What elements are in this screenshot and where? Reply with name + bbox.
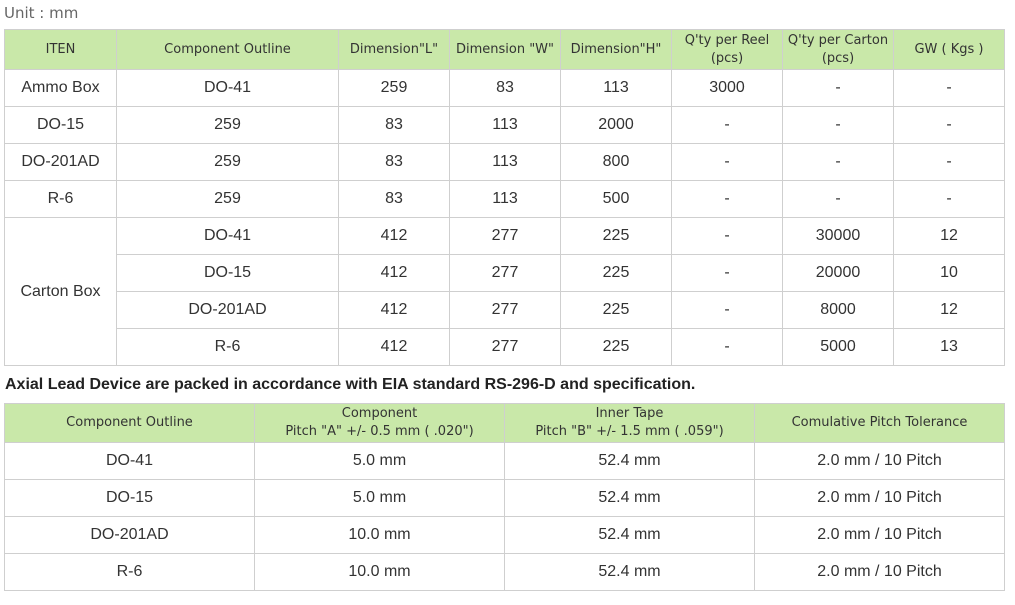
cell: - bbox=[783, 70, 894, 107]
cell: 277 bbox=[450, 292, 561, 329]
header-dimension-l: Dimension"L" bbox=[339, 30, 450, 70]
cell: - bbox=[672, 181, 783, 218]
cell: 5000 bbox=[783, 329, 894, 366]
cell: 225 bbox=[561, 292, 672, 329]
tape-pitch-table bbox=[4, 403, 1005, 591]
table-row bbox=[5, 480, 1005, 517]
cell: 10.0 mm bbox=[255, 517, 505, 554]
cell: 500 bbox=[561, 181, 672, 218]
cell: 83 bbox=[339, 181, 450, 218]
header-iten: ITEN bbox=[5, 30, 117, 70]
cell: 2.0 mm / 10 Pitch bbox=[755, 517, 1005, 554]
cell: 10 bbox=[894, 255, 1005, 292]
cell: - bbox=[672, 292, 783, 329]
cell: - bbox=[672, 329, 783, 366]
cell: DO-201AD bbox=[5, 144, 117, 181]
table-header-row bbox=[5, 30, 1005, 70]
header-qty-per-reel-unit: (pcs) bbox=[710, 50, 744, 66]
cell: 113 bbox=[450, 181, 561, 218]
table-row bbox=[5, 144, 1005, 181]
cell: 113 bbox=[561, 70, 672, 107]
header-qty-per-carton-label: Q'ty per Carton bbox=[787, 32, 889, 48]
cell: 10.0 mm bbox=[255, 554, 505, 591]
cell: DO-15 bbox=[117, 255, 339, 292]
cell: - bbox=[783, 107, 894, 144]
unit-label: Unit : mm bbox=[4, 4, 79, 22]
header-pitch-a: Pitch "A" +/- 0.5 mm ( .020") bbox=[285, 424, 474, 439]
cell: 277 bbox=[450, 255, 561, 292]
header-gw: GW ( Kgs ) bbox=[894, 30, 1005, 70]
cell: R-6 bbox=[117, 329, 339, 366]
cell: DO-201AD bbox=[5, 517, 255, 554]
table-row bbox=[5, 70, 1005, 107]
cell: R-6 bbox=[5, 554, 255, 591]
header-component-pitch bbox=[255, 404, 505, 443]
cell: 12 bbox=[894, 292, 1005, 329]
cell: 5.0 mm bbox=[255, 443, 505, 480]
table-row bbox=[5, 292, 1005, 329]
cell: 52.4 mm bbox=[505, 517, 755, 554]
header-pitch-b: Pitch "B" +/- 1.5 mm ( .059") bbox=[535, 424, 724, 439]
cell: 3000 bbox=[672, 70, 783, 107]
cell: - bbox=[672, 144, 783, 181]
header-inner-tape bbox=[505, 404, 755, 443]
cell: - bbox=[783, 144, 894, 181]
cell: 225 bbox=[561, 329, 672, 366]
cell: 259 bbox=[339, 70, 450, 107]
cell: DO-201AD bbox=[117, 292, 339, 329]
table-row bbox=[5, 181, 1005, 218]
cell: 800 bbox=[561, 144, 672, 181]
cell: 412 bbox=[339, 218, 450, 255]
cell: 2.0 mm / 10 Pitch bbox=[755, 480, 1005, 517]
cell: - bbox=[672, 107, 783, 144]
cell: 113 bbox=[450, 107, 561, 144]
table-row bbox=[5, 517, 1005, 554]
cell: 83 bbox=[339, 107, 450, 144]
cell-carton-box: Carton Box bbox=[5, 218, 117, 366]
cell: 113 bbox=[450, 144, 561, 181]
cell: - bbox=[783, 181, 894, 218]
header-component-outline: Component Outline bbox=[5, 404, 255, 443]
table-row bbox=[5, 255, 1005, 292]
header-dimension-h: Dimension"H" bbox=[561, 30, 672, 70]
cell: 225 bbox=[561, 218, 672, 255]
cell: - bbox=[672, 218, 783, 255]
cell: 52.4 mm bbox=[505, 480, 755, 517]
cell: 259 bbox=[117, 144, 339, 181]
table-header-row bbox=[5, 404, 1005, 443]
cell: 83 bbox=[339, 144, 450, 181]
cell: - bbox=[894, 70, 1005, 107]
header-dimension-w: Dimension "W" bbox=[450, 30, 561, 70]
cell: DO-15 bbox=[5, 107, 117, 144]
cell: 13 bbox=[894, 329, 1005, 366]
table-row bbox=[5, 443, 1005, 480]
cell: 20000 bbox=[783, 255, 894, 292]
packing-standard-note: Axial Lead Device are packed in accordance with EIA standard RS-296-D and specification. bbox=[5, 376, 696, 393]
packing-dimensions-table bbox=[4, 29, 1005, 366]
table-row bbox=[5, 107, 1005, 144]
header-qty-per-carton bbox=[783, 30, 894, 70]
cell: - bbox=[894, 144, 1005, 181]
header-cumulative-pitch-tolerance: Comulative Pitch Tolerance bbox=[755, 404, 1005, 443]
cell: - bbox=[894, 181, 1005, 218]
header-qty-per-carton-unit: (pcs) bbox=[821, 50, 855, 66]
cell: 52.4 mm bbox=[505, 443, 755, 480]
cell: 277 bbox=[450, 218, 561, 255]
cell: R-6 bbox=[5, 181, 117, 218]
cell: 259 bbox=[117, 107, 339, 144]
cell: 5.0 mm bbox=[255, 480, 505, 517]
header-inner-tape-label: Inner Tape bbox=[595, 406, 664, 421]
cell: 12 bbox=[894, 218, 1005, 255]
cell: 2.0 mm / 10 Pitch bbox=[755, 554, 1005, 591]
header-component-label: Component bbox=[341, 406, 418, 421]
cell: 225 bbox=[561, 255, 672, 292]
cell: 30000 bbox=[783, 218, 894, 255]
cell: - bbox=[894, 107, 1005, 144]
cell: DO-15 bbox=[5, 480, 255, 517]
cell: - bbox=[672, 255, 783, 292]
cell: 412 bbox=[339, 255, 450, 292]
cell: 83 bbox=[450, 70, 561, 107]
cell: 412 bbox=[339, 329, 450, 366]
cell: 259 bbox=[117, 181, 339, 218]
cell: 8000 bbox=[783, 292, 894, 329]
table-row bbox=[5, 329, 1005, 366]
cell: DO-41 bbox=[117, 70, 339, 107]
cell: 412 bbox=[339, 292, 450, 329]
header-qty-per-reel bbox=[672, 30, 783, 70]
table-row bbox=[5, 218, 1005, 255]
cell: DO-41 bbox=[5, 443, 255, 480]
cell: Ammo Box bbox=[5, 70, 117, 107]
header-component-outline: Component Outline bbox=[117, 30, 339, 70]
cell: 2.0 mm / 10 Pitch bbox=[755, 443, 1005, 480]
cell: 52.4 mm bbox=[505, 554, 755, 591]
cell: DO-41 bbox=[117, 218, 339, 255]
header-qty-per-reel-label: Q'ty per Reel bbox=[684, 32, 770, 48]
cell: 277 bbox=[450, 329, 561, 366]
cell: 2000 bbox=[561, 107, 672, 144]
table-row bbox=[5, 554, 1005, 591]
